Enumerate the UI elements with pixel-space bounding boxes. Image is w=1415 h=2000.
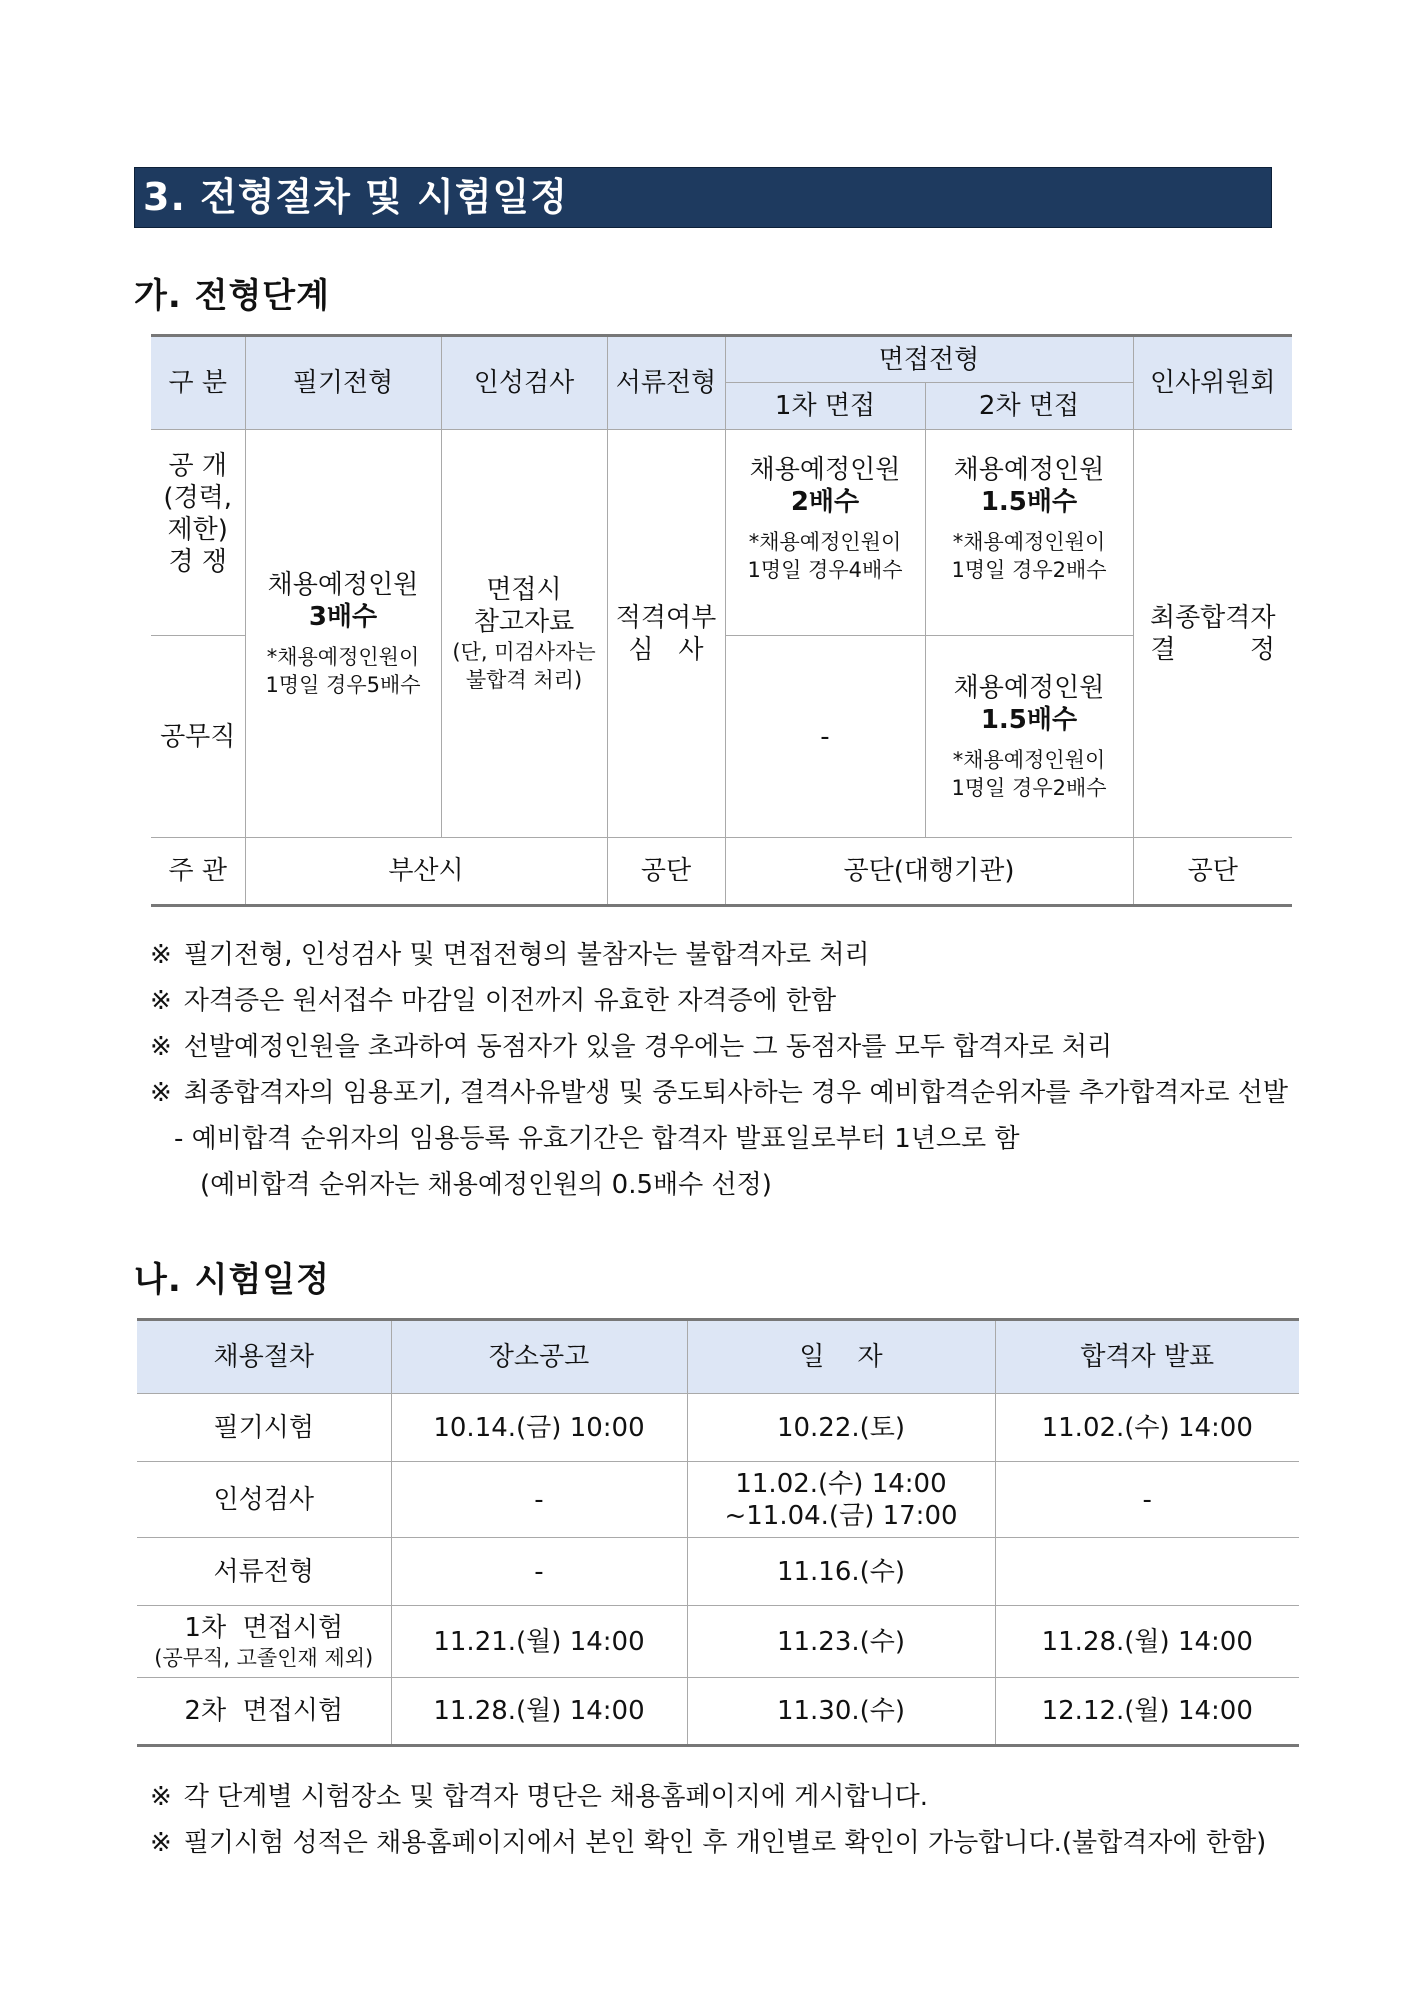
interview2-open-note1: *채용예정인원이	[952, 530, 1106, 554]
note-text: 선발예정인원을 초과하여 동점자가 있을 경우에는 그 동점자를 모두 합격자로 처리	[183, 1032, 1113, 1062]
note-a-sub-1: - 예비합격 순위자의 임용등록 유효기간은 합격자 발표일로부터 1년으로 함	[174, 1124, 1020, 1154]
schedule-date: 11.23.(수)	[687, 1606, 995, 1678]
document-line2: 심 사	[628, 634, 704, 665]
written-line2: 3배수	[308, 601, 378, 632]
committee-line1: 최종합격자	[1149, 602, 1276, 633]
written-note1: *채용예정인원이	[266, 644, 420, 669]
note-text: 필기전형, 인성검사 및 면접전형의 불참자는 불합격자로 처리	[183, 940, 870, 970]
header-interview-2: 2차 면접	[925, 383, 1133, 430]
written-cell	[245, 430, 441, 838]
note-text: 각 단계별 시험장소 및 합격자 명단은 채용홈페이지에 게시합니다.	[183, 1782, 929, 1812]
schedule-step: 서류전형	[137, 1538, 391, 1606]
host-corp-agency: 공단(대행기관)	[725, 838, 1133, 906]
schedule-row	[137, 1538, 1299, 1606]
personality-line2: 참고자료	[473, 606, 575, 637]
schedule-notice: -	[391, 1462, 687, 1538]
header-written: 필기전형	[245, 336, 441, 430]
row-public-label: 공무직	[151, 636, 245, 838]
note-a-4	[150, 1070, 1288, 1116]
note-mark: ※	[150, 1828, 172, 1858]
open-label-line3: 제한)	[167, 515, 228, 545]
schedule-step-line2: (공무직, 고졸인재 제외)	[154, 1645, 374, 1670]
note-a-1	[150, 932, 1288, 978]
schedule-header-result: 합격자 발표	[995, 1320, 1299, 1394]
personality-line1: 면접시	[486, 574, 562, 605]
schedule-step: 필기시험	[137, 1394, 391, 1462]
note-a-3	[150, 1024, 1288, 1070]
interview1-open-note2: 1명일 경우4배수	[747, 558, 903, 582]
personality-note2: 불합격 처리)	[465, 667, 583, 692]
interview2-public-note2: 1명일 경우2배수	[951, 775, 1107, 800]
schedule-date: 10.22.(토)	[687, 1394, 995, 1462]
schedule-header-notice: 장소공고	[391, 1320, 687, 1394]
procedure-table	[151, 334, 1292, 907]
schedule-result: 12.12.(월) 14:00	[995, 1678, 1299, 1746]
schedule-notice: -	[391, 1538, 687, 1606]
interview2-open-note2: 1명일 경우2배수	[951, 558, 1107, 582]
schedule-row	[137, 1462, 1299, 1538]
schedule-header-date: 일 자	[687, 1320, 995, 1394]
schedule-header-step: 채용절차	[137, 1320, 391, 1394]
row-host-label: 주 관	[151, 838, 245, 906]
schedule-result: 11.02.(수) 14:00	[995, 1394, 1299, 1462]
schedule-notice: 11.28.(월) 14:00	[391, 1678, 687, 1746]
committee-line2: 결 정	[1150, 634, 1276, 665]
note-text: 최종합격자의 임용포기, 결격사유발생 및 중도퇴사하는 경우 예비합격순위자를 추가합격자로 선발	[183, 1078, 1288, 1108]
schedule-row	[137, 1678, 1299, 1746]
schedule-row	[137, 1394, 1299, 1462]
schedule-date	[687, 1462, 995, 1538]
written-line1: 채용예정인원	[267, 569, 419, 600]
note-b-1	[150, 1774, 1266, 1820]
schedule-step: 2차 면접시험	[137, 1678, 391, 1746]
interview1-open-line1: 채용예정인원	[749, 455, 901, 485]
header-interview: 면접전형	[725, 336, 1133, 383]
schedule-step: 인성검사	[137, 1462, 391, 1538]
subsection-a-title: 가. 전형단계	[134, 276, 330, 316]
note-mark: ※	[150, 1782, 172, 1812]
written-note2: 1명일 경우5배수	[265, 672, 421, 697]
note-a-2	[150, 978, 1288, 1024]
interview2-public-note1: *채용예정인원이	[952, 747, 1106, 772]
committee-cell	[1133, 430, 1292, 838]
schedule-date-line2: ~11.04.(금) 17:00	[724, 1500, 958, 1531]
schedule-row	[137, 1606, 1299, 1678]
row-open-label	[151, 430, 245, 636]
schedule-step-line1: 1차 면접시험	[184, 1612, 344, 1643]
note-text: 필기시험 성적은 채용홈페이지에서 본인 확인 후 개인별로 확인이 가능합니다.(불합격자에 한함)	[183, 1828, 1267, 1858]
notes-b	[150, 1774, 1266, 1866]
document-cell	[607, 430, 725, 838]
note-mark: ※	[150, 986, 172, 1016]
schedule-result: 11.28.(월) 14:00	[995, 1606, 1299, 1678]
schedule-table	[137, 1318, 1299, 1747]
open-label-line2: (경력,	[163, 483, 233, 513]
note-mark: ※	[150, 940, 172, 970]
schedule-result: -	[995, 1462, 1299, 1538]
open-label-line1: 공 개	[168, 451, 227, 481]
interview2-open-line2: 1.5배수	[980, 487, 1078, 517]
interview2-public-line2: 1.5배수	[980, 704, 1078, 735]
open-label-line4: 경 쟁	[168, 547, 227, 577]
personality-cell	[441, 430, 607, 838]
interview1-open-cell	[725, 430, 925, 636]
header-interview-1: 1차 면접	[725, 383, 925, 430]
schedule-date-line1: 11.02.(수) 14:00	[735, 1468, 947, 1499]
subsection-b-title: 나. 시험일정	[134, 1260, 330, 1300]
schedule-notice: 10.14.(금) 10:00	[391, 1394, 687, 1462]
interview2-open-line1: 채용예정인원	[953, 455, 1105, 485]
interview1-open-line2: 2배수	[790, 487, 860, 517]
interview2-public-line1: 채용예정인원	[953, 672, 1105, 703]
interview2-open-cell	[925, 430, 1133, 636]
host-corp2: 공단	[1133, 838, 1292, 906]
note-mark: ※	[150, 1078, 172, 1108]
host-busan: 부산시	[245, 838, 607, 906]
personality-note1: (단, 미검사자는	[452, 639, 596, 664]
interview2-public-cell	[925, 636, 1133, 838]
schedule-notice: 11.21.(월) 14:00	[391, 1606, 687, 1678]
note-a-sub-2: (예비합격 순위자는 채용예정인원의 0.5배수 선정)	[200, 1170, 772, 1200]
notes-a	[150, 932, 1288, 1208]
schedule-date: 11.30.(수)	[687, 1678, 995, 1746]
interview1-public-cell: -	[725, 636, 925, 838]
section-title: 3. 전형절차 및 시험일정	[134, 167, 1272, 228]
schedule-result	[995, 1538, 1299, 1606]
header-personality: 인성검사	[441, 336, 607, 430]
note-b-2	[150, 1820, 1266, 1866]
note-text: 자격증은 원서접수 마감일 이전까지 유효한 자격증에 한함	[183, 986, 837, 1016]
document-line1: 적격여부	[615, 602, 717, 633]
header-committee: 인사위원회	[1133, 336, 1292, 430]
note-mark: ※	[150, 1032, 172, 1062]
header-category: 구 분	[151, 336, 245, 430]
schedule-step	[137, 1606, 391, 1678]
header-document: 서류전형	[607, 336, 725, 430]
interview1-open-note1: *채용예정인원이	[748, 530, 902, 554]
schedule-date: 11.16.(수)	[687, 1538, 995, 1606]
host-corp1: 공단	[607, 838, 725, 906]
